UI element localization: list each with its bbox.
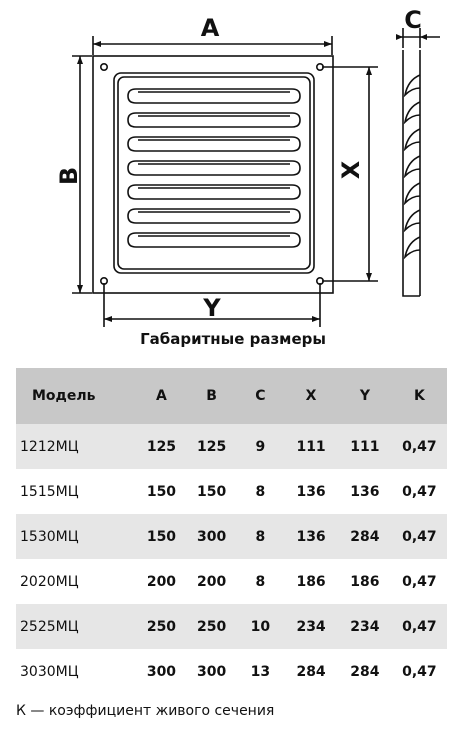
- cell-c: 9: [237, 424, 285, 469]
- header-model: Модель: [16, 368, 136, 424]
- cell-x: 186: [296, 573, 326, 590]
- cell-model: 3030МЦ: [20, 663, 79, 680]
- cell-b: 200: [196, 573, 227, 590]
- cell-c: 8: [255, 573, 266, 590]
- cell-y: 284: [338, 514, 392, 559]
- dimension-label-a: A: [200, 14, 220, 42]
- header-c: C: [237, 368, 285, 424]
- cell-a: 200: [146, 573, 177, 590]
- cell-y: 284: [350, 663, 380, 680]
- table-row: [16, 424, 447, 469]
- footnote-k: К — коэффициент живого сечения: [16, 703, 275, 719]
- dimensions-table: [16, 368, 447, 694]
- header-k: K: [392, 368, 447, 424]
- dimension-label-x: X: [337, 160, 365, 180]
- cell-c: 10: [237, 604, 285, 649]
- cell-b: 150: [196, 483, 227, 500]
- cell-a: 150: [136, 514, 186, 559]
- cell-x: 111: [284, 424, 338, 469]
- cell-y: 111: [338, 424, 392, 469]
- header-b: B: [187, 368, 237, 424]
- cell-a: 300: [146, 663, 177, 680]
- table-row: [16, 649, 447, 694]
- dimension-label-c: C: [404, 6, 422, 34]
- cell-y: 136: [350, 483, 380, 500]
- cell-b: 300: [196, 663, 227, 680]
- table-row: [16, 514, 447, 559]
- drawing-caption: Габаритные размеры: [140, 330, 326, 348]
- cell-x: 284: [296, 663, 326, 680]
- dimension-label-y: Y: [203, 294, 221, 322]
- cell-y: 234: [338, 604, 392, 649]
- table-row: [16, 604, 447, 649]
- cell-a: 125: [136, 424, 186, 469]
- cell-k: 0,47: [392, 514, 447, 559]
- table-row: [16, 559, 447, 604]
- cell-a: 250: [136, 604, 186, 649]
- cell-model: 1530МЦ: [16, 514, 136, 559]
- cell-k: 0,47: [392, 424, 447, 469]
- cell-b: 125: [187, 424, 237, 469]
- cell-a: 150: [146, 483, 177, 500]
- cell-c: 8: [255, 483, 266, 500]
- cell-c: 8: [237, 514, 285, 559]
- cell-model: 2020МЦ: [20, 573, 79, 590]
- cell-x: 234: [284, 604, 338, 649]
- cell-model: 1212МЦ: [16, 424, 136, 469]
- dimension-label-b: B: [55, 166, 83, 186]
- cell-model: 1515МЦ: [20, 483, 79, 500]
- grille-dimension-drawing: [0, 0, 466, 330]
- cell-b: 300: [187, 514, 237, 559]
- cell-model: 2525МЦ: [16, 604, 136, 649]
- table-row: [16, 469, 447, 514]
- header-a: A: [136, 368, 186, 424]
- cell-k: 0,47: [392, 604, 447, 649]
- header-y: Y: [338, 368, 392, 424]
- cell-x: 136: [284, 514, 338, 559]
- cell-c: 13: [250, 663, 271, 680]
- cell-b: 250: [187, 604, 237, 649]
- table-header-row: [16, 368, 447, 424]
- cell-y: 186: [350, 573, 380, 590]
- cell-k: 0,47: [402, 573, 437, 590]
- cell-x: 136: [296, 483, 326, 500]
- cell-k: 0,47: [402, 483, 437, 500]
- cell-k: 0,47: [402, 663, 437, 680]
- header-x: X: [284, 368, 338, 424]
